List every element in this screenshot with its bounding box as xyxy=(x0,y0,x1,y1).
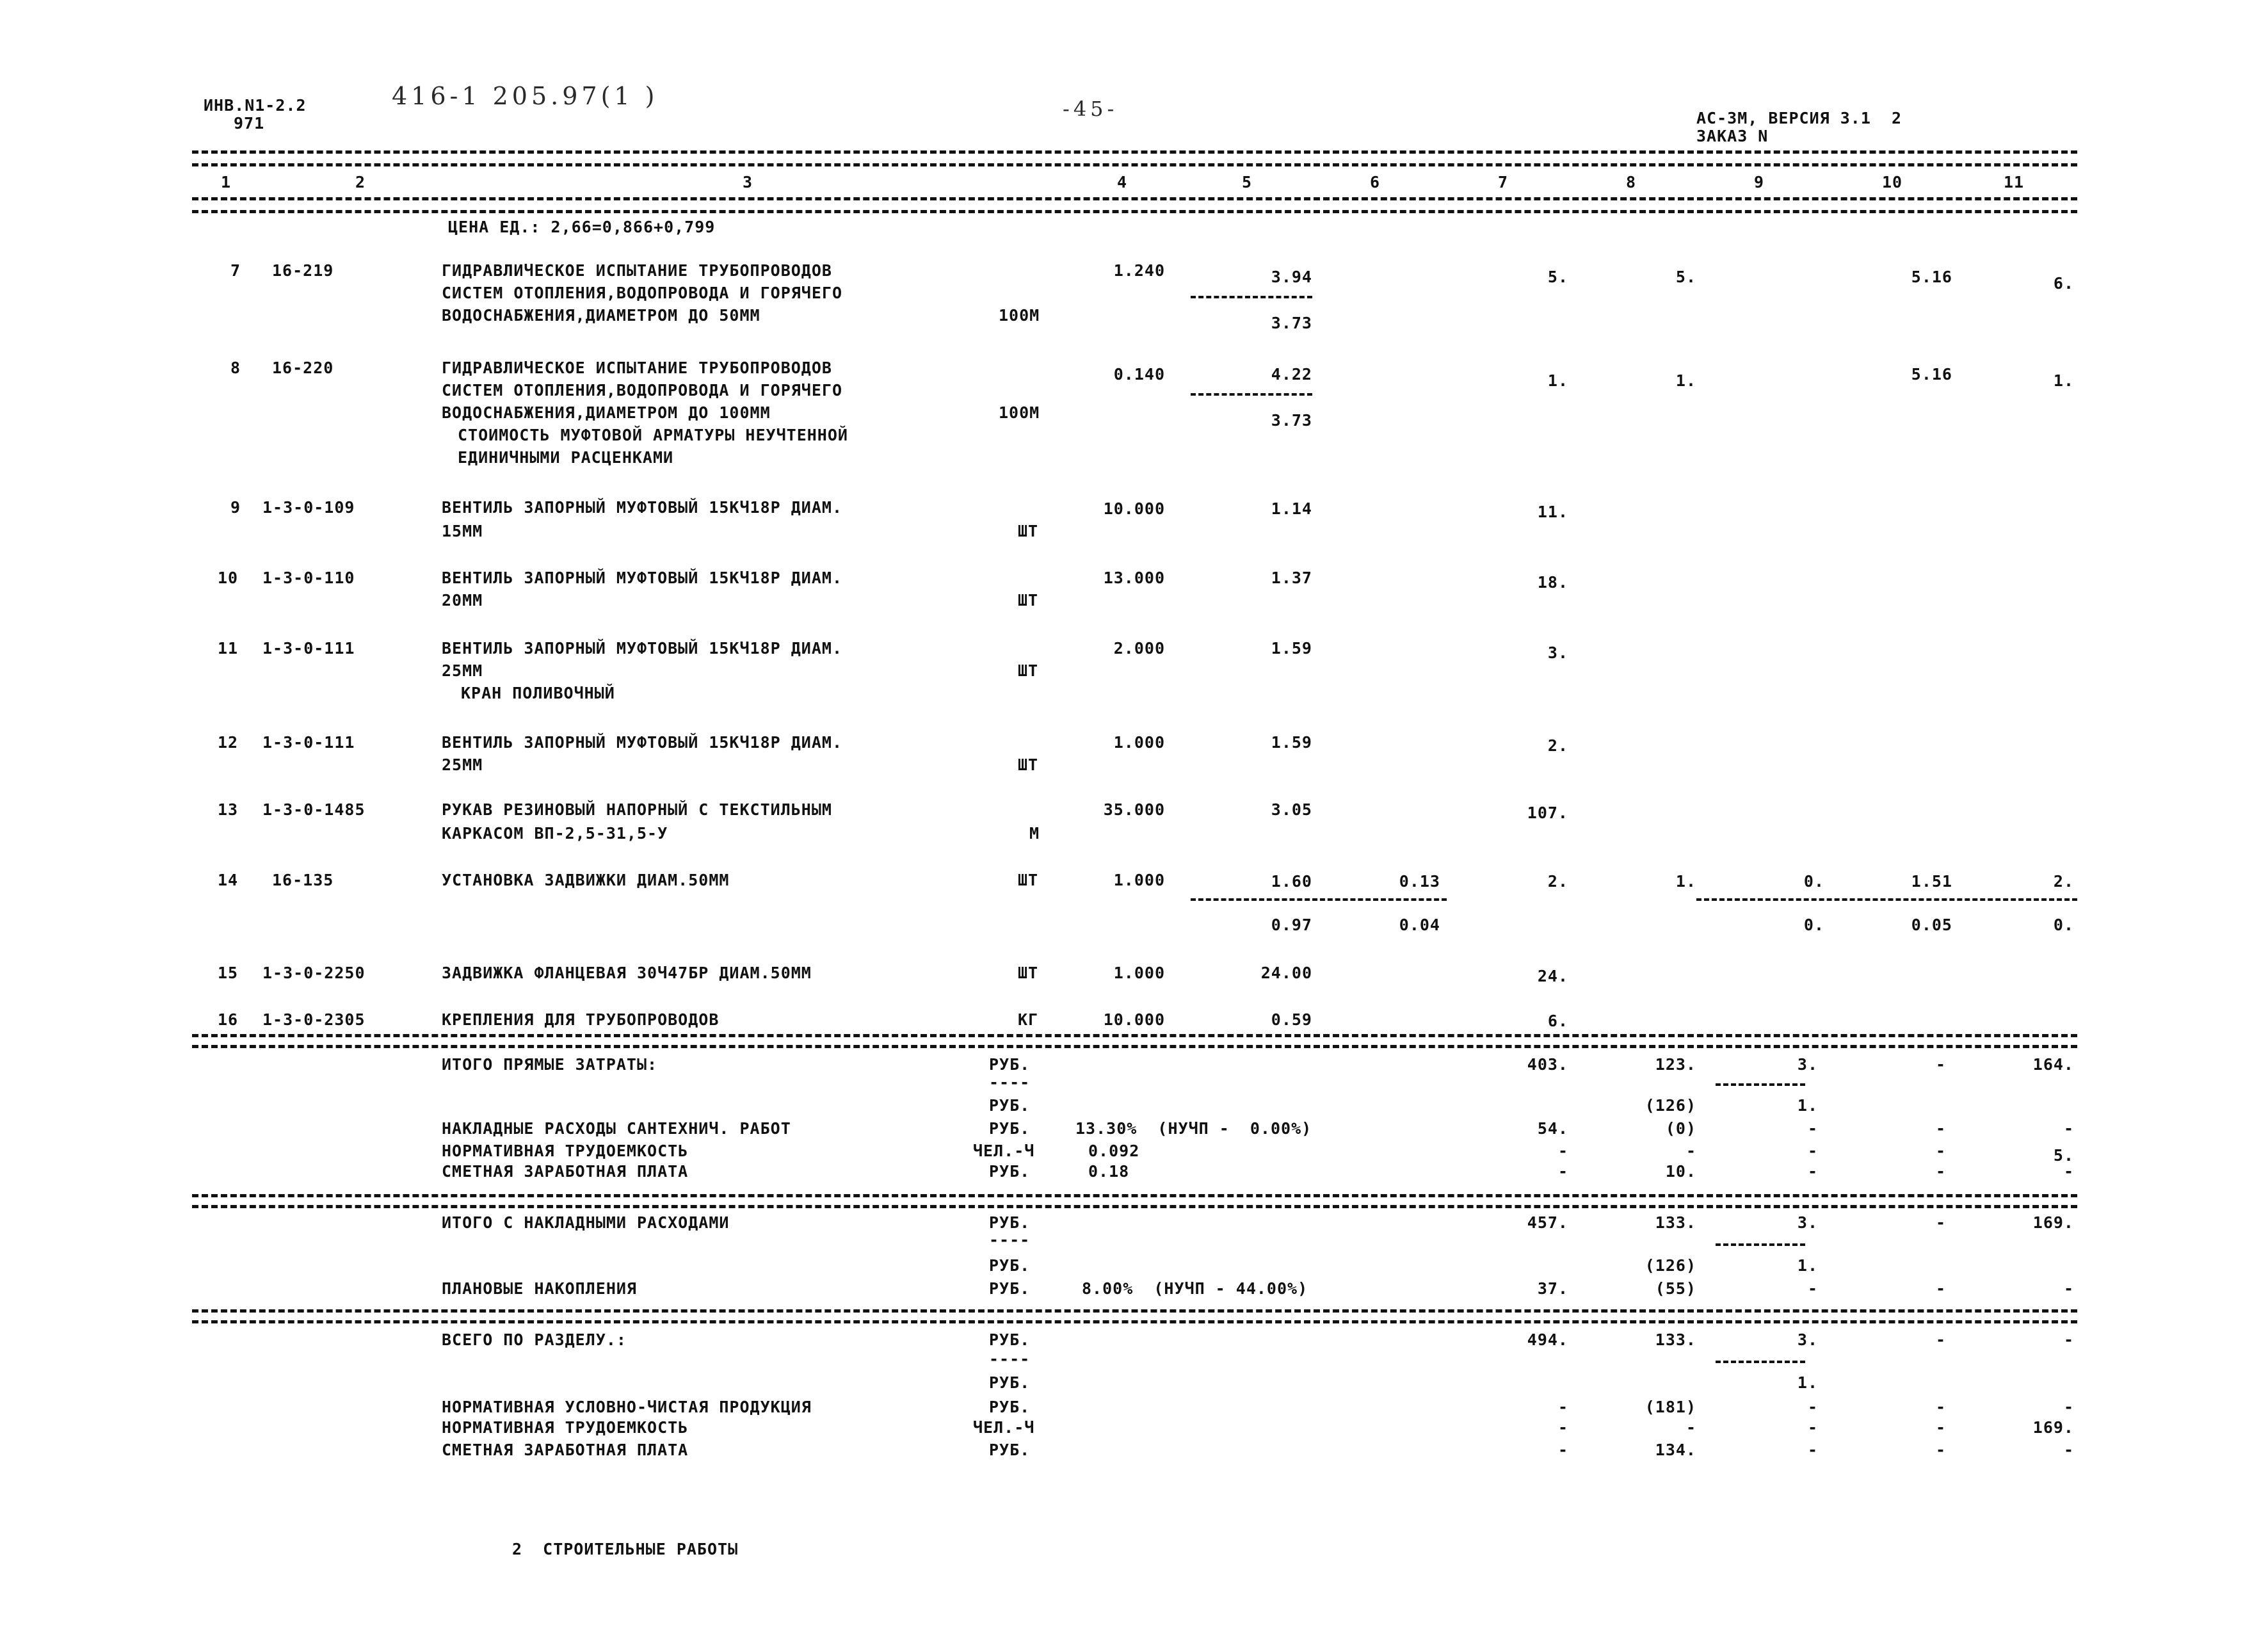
divider xyxy=(1191,898,1447,901)
row-number: 12 xyxy=(218,733,239,752)
labor-col8: - xyxy=(1685,1142,1696,1160)
summary-col9-sub: 1. xyxy=(1797,1373,1818,1392)
row-code: 1-3-0-109 xyxy=(262,498,355,517)
row-number: 10 xyxy=(218,569,239,587)
row-description: КРЕПЛЕНИЯ ДЛЯ ТРУБОПРОВОДОВ xyxy=(442,1010,720,1029)
row-total: 1. xyxy=(1547,371,1568,390)
row-quantity: 10.000 xyxy=(1103,1010,1165,1029)
row-col8: 5. xyxy=(1675,268,1696,286)
row-total: 24. xyxy=(1537,967,1568,985)
row-number: 7 xyxy=(230,261,241,280)
divider xyxy=(1716,1083,1805,1086)
wage-unit: РУБ. xyxy=(989,1162,1031,1181)
row-unit: ШТ xyxy=(1018,522,1039,540)
planned-savings-label: ПЛАНОВЫЕ НАКОПЛЕНИЯ xyxy=(442,1279,637,1298)
wage-col8: 134. xyxy=(1655,1441,1696,1459)
summary-unit: РУБ. xyxy=(989,1213,1031,1232)
summary-dash: ---- xyxy=(989,1231,1031,1249)
labor-label: НОРМАТИВНАЯ ТРУДОЕМКОСТЬ xyxy=(442,1142,689,1160)
wage-col10: - xyxy=(1935,1441,1946,1459)
row-col11-sub: 0. xyxy=(2053,916,2074,934)
divider xyxy=(192,210,2077,213)
row-col6-sub: 0.04 xyxy=(1399,916,1440,934)
net-col11: - xyxy=(2063,1398,2074,1416)
net-product-label: НОРМАТИВНАЯ УСЛОВНО-ЧИСТАЯ ПРОДУКЦИЯ xyxy=(442,1398,812,1416)
row-col10: 5.16 xyxy=(1911,365,1952,384)
row-description: 20ММ xyxy=(442,591,483,610)
planned-col7: 37. xyxy=(1537,1279,1568,1298)
planned-col11: - xyxy=(2063,1279,2074,1298)
row-description: ВЕНТИЛЬ ЗАПОРНЫЙ МУФТОВЫЙ 15КЧ18Р ДИАМ. xyxy=(442,498,842,517)
section-total: ВСЕГО ПО РАЗДЕЛУ.: xyxy=(442,1330,627,1349)
row-unit-cost-sub: 3.73 xyxy=(1271,314,1312,332)
summary-col7: 403. xyxy=(1527,1055,1568,1074)
row-unit: КГ xyxy=(1018,1010,1039,1029)
summary-col9: 3. xyxy=(1797,1213,1818,1232)
row-unit-cost-sub: 3.73 xyxy=(1271,411,1312,430)
summary-col7: 457. xyxy=(1527,1213,1568,1232)
divider xyxy=(1716,1361,1805,1363)
row-description: ВОДОСНАБЖЕНИЯ,ДИАМЕТРОМ ДО 100ММ xyxy=(442,403,771,422)
row-code: 1-3-0-2305 xyxy=(262,1010,366,1029)
divider xyxy=(192,1309,2077,1313)
row-quantity: 2.000 xyxy=(1113,639,1165,658)
row-quantity: 1.000 xyxy=(1113,964,1165,982)
summary-col10: - xyxy=(1935,1055,1946,1074)
row-unit: 100М xyxy=(999,306,1040,325)
net-col8: (181) xyxy=(1645,1398,1696,1416)
program-version: АС-3М, ВЕРСИЯ 3.1 2 xyxy=(1696,109,1902,127)
row-description: ВЕНТИЛЬ ЗАПОРНЫЙ МУФТОВЫЙ 15КЧ18Р ДИАМ. xyxy=(442,569,842,587)
summary-unit: РУБ. xyxy=(989,1373,1031,1392)
row-quantity: 0.140 xyxy=(1113,365,1165,384)
summary-col8: 133. xyxy=(1655,1330,1696,1349)
handwritten-project-number: 416-1 205.97(1 ) xyxy=(392,82,659,110)
divider xyxy=(192,150,2077,154)
row-col10: 5.16 xyxy=(1911,268,1952,286)
wage-label: СМЕТНАЯ ЗАРАБОТНАЯ ПЛАТА xyxy=(442,1441,689,1459)
row-number: 11 xyxy=(218,639,239,658)
row-unit: ШТ xyxy=(1018,756,1039,774)
labor-unit: ЧЕЛ.-Ч xyxy=(973,1142,1035,1160)
wage-label: СМЕТНАЯ ЗАРАБОТНАЯ ПЛАТА xyxy=(442,1162,689,1181)
divider xyxy=(1696,898,2077,901)
row-code: 16-220 xyxy=(272,359,334,377)
wage-col11: - xyxy=(2063,1441,2074,1459)
divider xyxy=(1191,296,1312,298)
overhead-col11: - xyxy=(2063,1119,2074,1138)
row-col11: 1. xyxy=(2053,371,2074,390)
planned-savings-rate: 8.00% (НУЧП - 44.00%) xyxy=(1082,1279,1308,1298)
summary-col8-sub: (126) xyxy=(1645,1256,1696,1275)
overhead-label: НАКЛАДНЫЕ РАСХОДЫ САНТЕХНИЧ. РАБОТ xyxy=(442,1119,791,1138)
note-tap: КРАН ПОЛИВОЧНЫЙ xyxy=(461,684,615,702)
summary-unit: РУБ. xyxy=(989,1330,1031,1349)
row-code: 1-3-0-110 xyxy=(262,569,355,587)
net-col10: - xyxy=(1935,1398,1946,1416)
row-unit-cost: 1.37 xyxy=(1271,569,1312,587)
row-col9: 0. xyxy=(1803,872,1824,891)
row-unit: М xyxy=(1029,824,1040,843)
row-code: 16-135 xyxy=(272,871,334,889)
row-description: ВЕНТИЛЬ ЗАПОРНЫЙ МУФТОВЫЙ 15КЧ18Р ДИАМ. xyxy=(442,639,842,658)
labor-col10: - xyxy=(1935,1418,1946,1437)
row-col10: 1.51 xyxy=(1911,872,1952,891)
row-col11: 6. xyxy=(2053,274,2074,293)
row-quantity: 10.000 xyxy=(1103,499,1165,518)
row-unit: ШТ xyxy=(1018,591,1039,610)
overhead-rate: 13.30% (НУЧП - 0.00%) xyxy=(1075,1119,1312,1138)
col-header-6: 6 xyxy=(1370,173,1381,191)
row-quantity: 1.240 xyxy=(1113,261,1165,280)
row-col6: 0.13 xyxy=(1399,872,1440,891)
planned-savings-unit: РУБ. xyxy=(989,1279,1031,1298)
wage-unit: РУБ. xyxy=(989,1441,1031,1459)
row-description: ВОДОСНАБЖЕНИЯ,ДИАМЕТРОМ ДО 50ММ xyxy=(442,306,760,325)
col-header-8: 8 xyxy=(1626,173,1637,191)
row-total: 3. xyxy=(1547,643,1568,662)
row-unit-cost: 24.00 xyxy=(1260,964,1312,982)
row-unit: ШТ xyxy=(1018,964,1039,982)
row-number: 9 xyxy=(230,498,241,517)
next-section-title: 2 СТРОИТЕЛЬНЫЕ РАБОТЫ xyxy=(512,1540,739,1558)
doc-sub: 971 xyxy=(234,114,265,133)
row-description: ЗАДВИЖКА ФЛАНЦЕВАЯ 30Ч47БР ДИАМ.50ММ xyxy=(442,964,812,982)
summary-col8: 123. xyxy=(1655,1055,1696,1074)
row-unit: ШТ xyxy=(1018,871,1039,889)
labor-col7: - xyxy=(1557,1142,1568,1160)
labor-col11: 169. xyxy=(2032,1418,2074,1437)
summary-col8: 133. xyxy=(1655,1213,1696,1232)
wage-col11: - xyxy=(2063,1162,2074,1181)
row-quantity: 35.000 xyxy=(1103,800,1165,819)
row-col8: 1. xyxy=(1675,872,1696,891)
row-quantity: 13.000 xyxy=(1103,569,1165,587)
labor-col7: - xyxy=(1557,1418,1568,1437)
summary-col11: - xyxy=(2063,1330,2074,1349)
row-unit: ШТ xyxy=(1018,661,1039,680)
divider xyxy=(192,163,2077,166)
page-number: -45- xyxy=(1063,97,1118,121)
labor-col10: - xyxy=(1935,1142,1946,1160)
wage-col8: 10. xyxy=(1665,1162,1696,1181)
divider xyxy=(192,1205,2077,1208)
col-header-4: 4 xyxy=(1117,173,1128,191)
col-header-9: 9 xyxy=(1754,173,1765,191)
row-unit-cost: 0.59 xyxy=(1271,1010,1312,1029)
row-total: 2. xyxy=(1547,736,1568,755)
summary-unit: РУБ. xyxy=(989,1256,1031,1275)
row-code: 16-219 xyxy=(272,261,334,280)
row-col10-sub: 0.05 xyxy=(1911,916,1952,934)
labor-value: 0.092 xyxy=(1088,1142,1140,1160)
row-number: 13 xyxy=(218,800,239,819)
row-description: СИСТЕМ ОТОПЛЕНИЯ,ВОДОПРОВОДА И ГОРЯЧЕГО xyxy=(442,381,842,400)
row-code: 1-3-0-111 xyxy=(262,733,355,752)
summary-col9-sub: 1. xyxy=(1797,1096,1818,1115)
col-header-5: 5 xyxy=(1242,173,1253,191)
summary-col7: 494. xyxy=(1527,1330,1568,1349)
row-unit-cost: 1.59 xyxy=(1271,733,1312,752)
summary-direct-costs: ИТОГО ПРЯМЫЕ ЗАТРАТЫ: xyxy=(442,1055,658,1074)
divider xyxy=(1716,1243,1805,1246)
wage-col7: - xyxy=(1557,1162,1568,1181)
row-total: 2. xyxy=(1547,872,1568,891)
row-unit-cost: 3.94 xyxy=(1271,268,1312,286)
row-quantity: 1.000 xyxy=(1113,733,1165,752)
row-description: ГИДРАВЛИЧЕСКОЕ ИСПЫТАНИЕ ТРУБОПРОВОДОВ xyxy=(442,261,832,280)
summary-col9: 3. xyxy=(1797,1055,1818,1074)
net-col9: - xyxy=(1807,1398,1818,1416)
row-description: СИСТЕМ ОТОПЛЕНИЯ,ВОДОПРОВОДА И ГОРЯЧЕГО xyxy=(442,284,842,302)
col-header-11: 11 xyxy=(2004,173,2025,191)
divider xyxy=(192,1034,2077,1037)
row-total: 11. xyxy=(1537,503,1568,521)
wage-col9: - xyxy=(1807,1162,1818,1181)
summary-unit: РУБ. xyxy=(989,1055,1031,1074)
wage-col9: - xyxy=(1807,1441,1818,1459)
col-header-1: 1 xyxy=(221,173,232,191)
wage-col7: - xyxy=(1557,1441,1568,1459)
row-unit-cost: 3.05 xyxy=(1271,800,1312,819)
row-unit-cost: 1.14 xyxy=(1271,499,1312,518)
summary-col11: 169. xyxy=(2032,1213,2074,1232)
overhead-col10: - xyxy=(1935,1119,1946,1138)
summary-dash: ---- xyxy=(989,1350,1031,1368)
row-description: 25ММ xyxy=(442,756,483,774)
row-description: РУКАВ РЕЗИНОВЫЙ НАПОРНЫЙ С ТЕКСТИЛЬНЫМ xyxy=(442,800,832,819)
summary-col8-sub: (126) xyxy=(1645,1096,1696,1115)
row-col8: 1. xyxy=(1675,371,1696,390)
overhead-col7: 54. xyxy=(1537,1119,1568,1138)
net-col7: - xyxy=(1557,1398,1568,1416)
row-col11: 2. xyxy=(2053,872,2074,891)
labor-col9: - xyxy=(1807,1418,1818,1437)
divider xyxy=(192,1320,2077,1323)
row-number: 15 xyxy=(218,964,239,982)
unit-price-line: ЦЕНА ЕД.: 2,66=0,866+0,799 xyxy=(448,218,716,236)
wage-col10: - xyxy=(1935,1162,1946,1181)
row-unit-cost: 1.60 xyxy=(1271,872,1312,891)
row-code: 1-3-0-111 xyxy=(262,639,355,658)
note-unaccounted: ЕДИНИЧНЫМИ РАСЦЕНКАМИ xyxy=(458,448,674,467)
summary-dash: ---- xyxy=(989,1073,1031,1092)
row-unit-cost: 1.59 xyxy=(1271,639,1312,658)
col-header-2: 2 xyxy=(355,173,366,191)
summary-unit: РУБ. xyxy=(989,1096,1031,1115)
row-description: ВЕНТИЛЬ ЗАПОРНЫЙ МУФТОВЫЙ 15КЧ18Р ДИАМ. xyxy=(442,733,842,752)
note-unaccounted: СТОИМОСТЬ МУФТОВОЙ АРМАТУРЫ НЕУЧТЕННОЙ xyxy=(458,426,848,444)
row-code: 1-3-0-1485 xyxy=(262,800,366,819)
row-total: 6. xyxy=(1547,1012,1568,1030)
summary-col9: 3. xyxy=(1797,1330,1818,1349)
row-number: 14 xyxy=(218,871,239,889)
row-description: КАРКАСОМ ВП-2,5-31,5-У xyxy=(442,824,668,843)
order-label: ЗАКАЗ N xyxy=(1696,127,1769,145)
row-description: УСТАНОВКА ЗАДВИЖКИ ДИАМ.50ММ xyxy=(442,871,730,889)
col-header-3: 3 xyxy=(743,173,753,191)
overhead-col9: - xyxy=(1807,1119,1818,1138)
row-description: 15ММ xyxy=(442,522,483,540)
row-number: 8 xyxy=(230,359,241,377)
doc-code: ИНВ.N1-2.2 xyxy=(204,96,307,115)
row-unit: 100М xyxy=(999,403,1040,422)
row-code: 1-3-0-2250 xyxy=(262,964,366,982)
overhead-col8: (0) xyxy=(1665,1119,1696,1138)
wage-value: 0.18 xyxy=(1088,1162,1130,1181)
net-product-unit: РУБ. xyxy=(989,1398,1031,1416)
summary-col10: - xyxy=(1935,1213,1946,1232)
overhead-unit: РУБ. xyxy=(989,1119,1031,1138)
col-header-7: 7 xyxy=(1498,173,1509,191)
labor-col9: - xyxy=(1807,1142,1818,1160)
row-total: 5. xyxy=(1547,268,1568,286)
divider xyxy=(1191,393,1312,396)
labor-label: НОРМАТИВНАЯ ТРУДОЕМКОСТЬ xyxy=(442,1418,689,1437)
summary-col10: - xyxy=(1935,1330,1946,1349)
row-description: 25ММ xyxy=(442,661,483,680)
planned-col8: (55) xyxy=(1655,1279,1696,1298)
row-total: 18. xyxy=(1537,573,1568,592)
row-total: 107. xyxy=(1527,804,1568,822)
row-number: 16 xyxy=(218,1010,239,1029)
summary-col9-sub: 1. xyxy=(1797,1256,1818,1275)
divider xyxy=(192,1045,2077,1048)
row-col9-sub: 0. xyxy=(1803,916,1824,934)
row-description: ГИДРАВЛИЧЕСКОЕ ИСПЫТАНИЕ ТРУБОПРОВОДОВ xyxy=(442,359,832,377)
planned-col10: - xyxy=(1935,1279,1946,1298)
row-unit-cost-sub: 0.97 xyxy=(1271,916,1312,934)
labor-unit: ЧЕЛ.-Ч xyxy=(973,1418,1035,1437)
labor-col11: 5. xyxy=(2053,1146,2074,1165)
row-quantity: 1.000 xyxy=(1113,871,1165,889)
summary-col11: 164. xyxy=(2032,1055,2074,1074)
col-header-10: 10 xyxy=(1882,173,1903,191)
divider xyxy=(192,197,2077,200)
row-unit-cost: 4.22 xyxy=(1271,365,1312,384)
labor-col8: - xyxy=(1685,1418,1696,1437)
divider xyxy=(192,1194,2077,1197)
planned-col9: - xyxy=(1807,1279,1818,1298)
summary-with-overhead: ИТОГО С НАКЛАДНЫМИ РАСХОДАМИ xyxy=(442,1213,730,1232)
